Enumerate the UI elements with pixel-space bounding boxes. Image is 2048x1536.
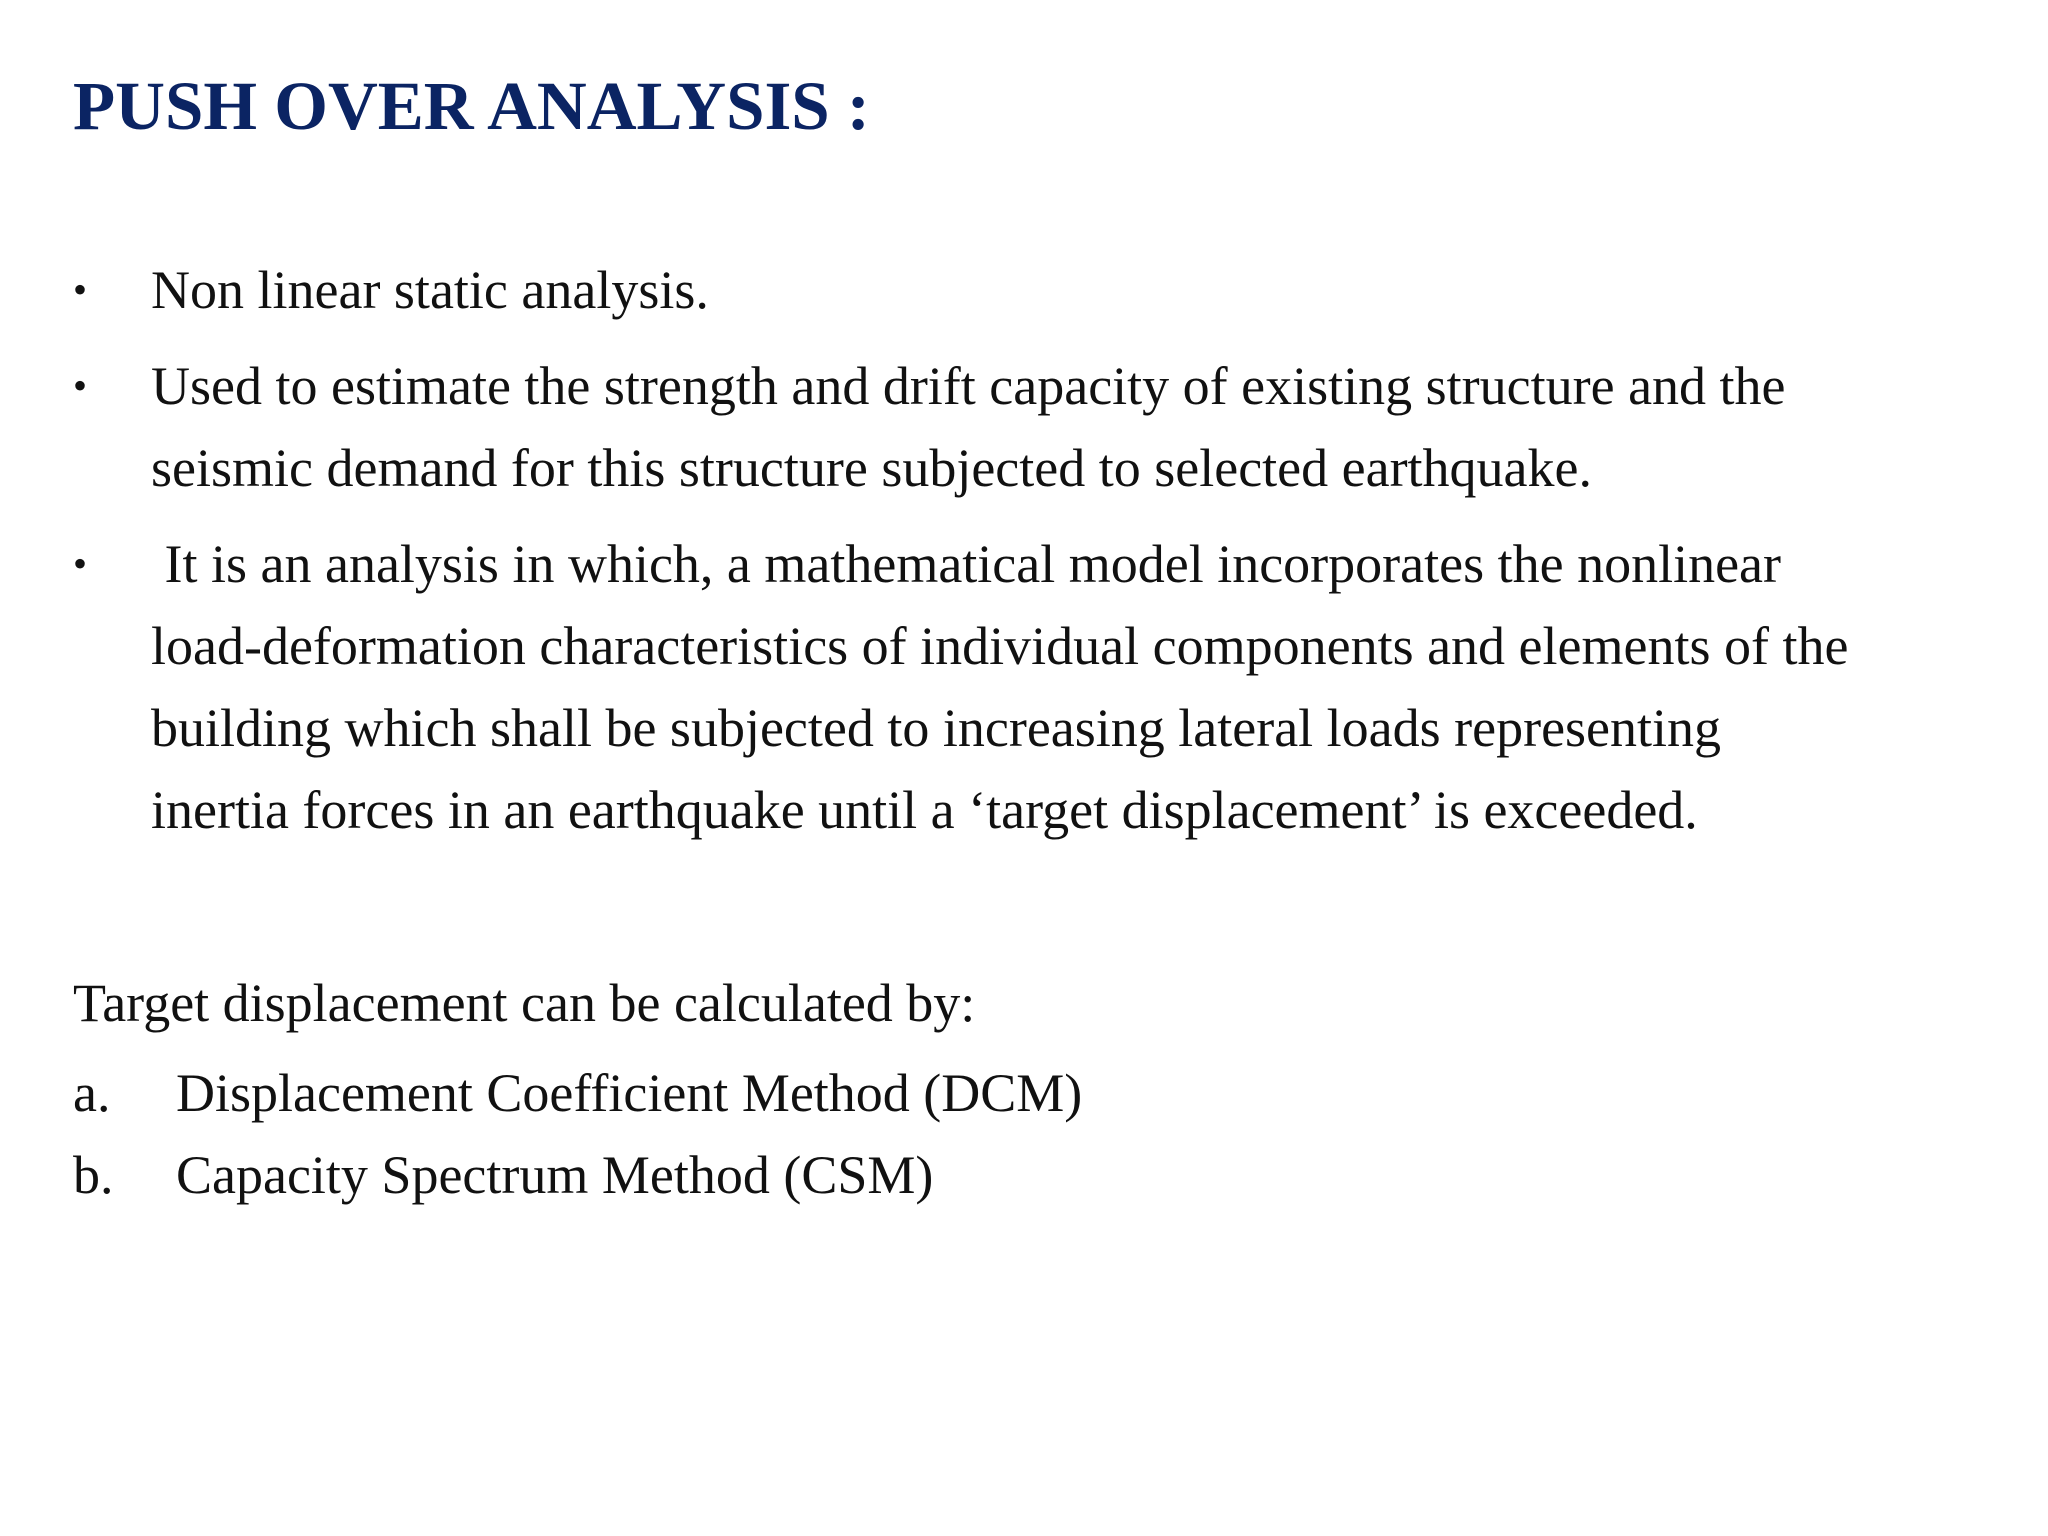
bullet-item	[73, 345, 1973, 509]
method-text: Displacement Coefficient Method (DCM)	[176, 1063, 1083, 1123]
bullet-item	[73, 249, 1973, 331]
target-displacement-heading: Target displacement can be calculated by:	[73, 973, 976, 1033]
bullet-text-line: building which shall be subjected to increasing lateral loads representing	[151, 698, 1722, 758]
bullet-text-line: Non linear static analysis.	[151, 260, 709, 320]
bullet-text-line: Used to estimate the strength and drift capacity of existing structure and the	[151, 356, 1786, 416]
bullet-item	[73, 523, 1973, 851]
method-text: Capacity Spectrum Method (CSM)	[176, 1145, 934, 1205]
bullet-text-line: load-deformation characteristics of individual components and elements of the	[151, 616, 1849, 676]
bullet-icon: •	[73, 363, 88, 408]
bullet-text-line: seismic demand for this structure subjected to selected earthquake.	[151, 438, 1592, 498]
slide-title: PUSH OVER ANALYSIS :	[73, 68, 870, 144]
bullet-icon: •	[73, 541, 88, 586]
method-item-csm	[73, 1134, 1082, 1216]
list-marker: b.	[73, 1145, 114, 1205]
bullet-text-line: It is an analysis in which, a mathematical model incorporates the nonlinear	[151, 534, 1781, 594]
bullet-list	[73, 249, 1973, 865]
method-item-dcm	[73, 1052, 1082, 1134]
bullet-text-line: inertia forces in an earthquake until a ‘target displacement’ is exceeded.	[151, 780, 1698, 840]
methods-list	[73, 1052, 1082, 1216]
bullet-icon: •	[73, 267, 88, 312]
list-marker: a.	[73, 1063, 111, 1123]
